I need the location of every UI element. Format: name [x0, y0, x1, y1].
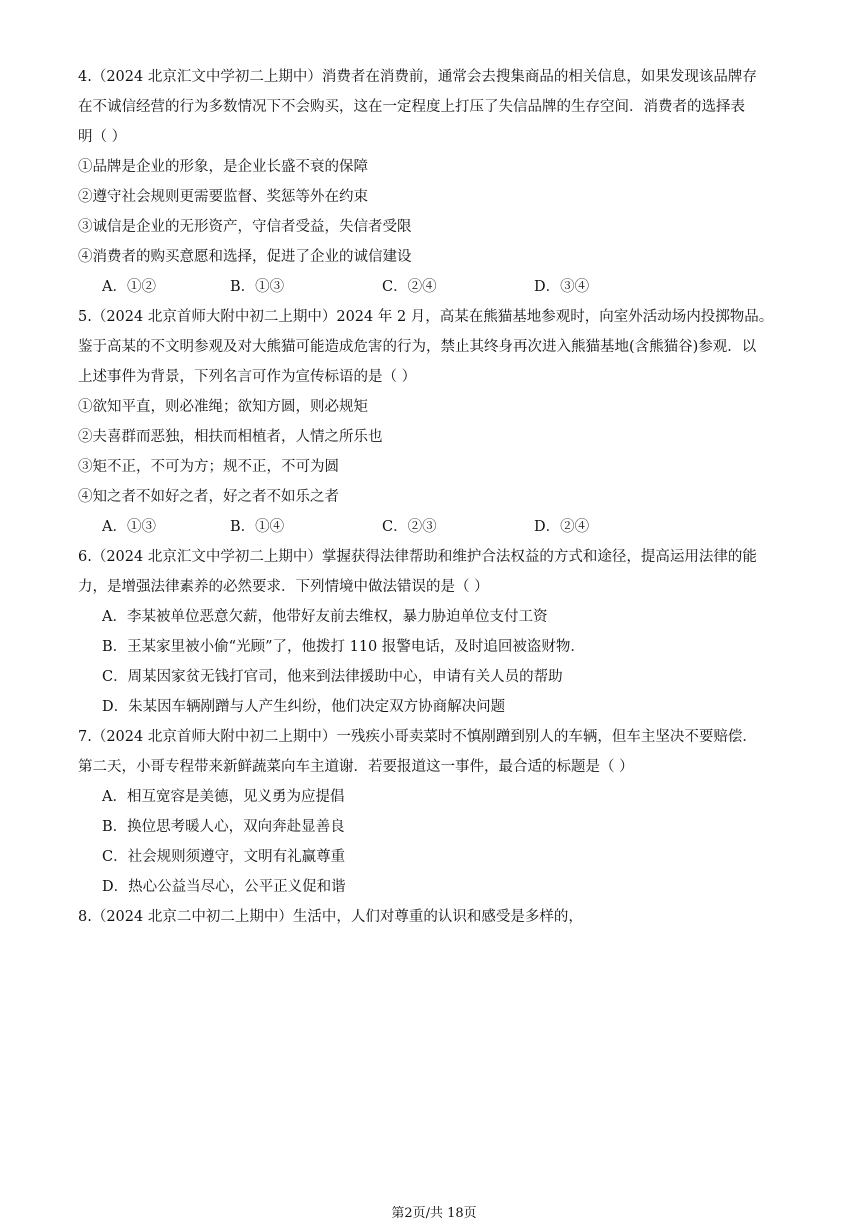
q7-choice-b[interactable]: B．换位思考暖人心，双向奔赴显善良 [102, 819, 345, 835]
q5-statement-4: ④知之者不如好之者，好之者不如乐之者 [78, 489, 339, 505]
q5-option-b[interactable]: B．①④ [230, 519, 285, 535]
q4-statement-1: ①品牌是企业的形象，是企业长盛不衰的保障 [78, 159, 368, 175]
q5-stem-line-1: 5.（2024 北京首师大附中初二上期中）2024 年 2 月，高某在熊猫基地参观时，向室外活动场内投掷物品。 [78, 309, 774, 325]
q5-option-d[interactable]: D．②④ [534, 519, 590, 535]
q6-choice-d[interactable]: D．朱某因车辆剐蹭与人产生纠纷，他们决定双方协商解决问题 [102, 699, 506, 715]
q8-stem-line-1: 8.（2024 北京二中初二上期中）生活中，人们对尊重的认识和感受是多样的， [78, 909, 583, 925]
q6-stem-line-2: 力，是增强法律素养的必然要求．下列情境中做法错误的是（ ） [78, 579, 489, 595]
q5-stem-line-2: 鉴于高某的不文明参观及对大熊猫可能造成危害的行为，禁止其终身再次进入熊猫基地(含熊猫谷)参观．以 [78, 339, 757, 355]
q4-stem-line-3: 明（ ） [78, 129, 127, 145]
q4-statement-2: ②遵守社会规则更需要监督、奖惩等外在约束 [78, 189, 368, 205]
q4-option-c[interactable]: C．②④ [382, 279, 437, 295]
q6-choice-c[interactable]: C．周某因家贫无钱打官司，他来到法律援助中心，申请有关人员的帮助 [102, 669, 563, 685]
q5-statement-1: ①欲知平直，则必准绳；欲知方圆，则必规矩 [78, 399, 368, 415]
q4-option-b[interactable]: B．①③ [230, 279, 285, 295]
q6-choice-a[interactable]: A．李某被单位恶意欠薪，他带好友前去维权，暴力胁迫单位支付工资 [102, 609, 548, 625]
q4-statement-3: ③诚信是企业的无形资产，守信者受益，失信者受限 [78, 219, 412, 235]
q4-stem-line-2: 在不诚信经营的行为多数情况下不会购买，这在一定程度上打压了失信品牌的生存空间．消费者的选择表 [78, 99, 745, 115]
q7-stem-line-1: 7.（2024 北京首师大附中初二上期中）一残疾小哥卖菜时不慎剐蹭到别人的车辆，但车主坚决不要赔偿． [78, 729, 757, 745]
q5-statement-2: ②夫喜群而恶独，相扶而相植者，人情之所乐也 [78, 429, 383, 445]
q5-statement-3: ③矩不正，不可为方；规不正，不可为圆 [78, 459, 339, 475]
q7-choice-d[interactable]: D．热心公益当尽心，公平正义促和谐 [102, 879, 346, 895]
q4-option-a[interactable]: A．①② [102, 279, 156, 295]
q6-choice-b[interactable]: B．王某家里被小偷“光顾”了，他拨打 110 报警电话，及时追回被盗财物． [102, 639, 585, 655]
q5-option-a[interactable]: A．①③ [102, 519, 156, 535]
q4-stem-line-1: 4.（2024 北京汇文中学初二上期中）消费者在消费前，通常会去搜集商品的相关信息，如果发现该品牌存 [78, 69, 757, 85]
q6-stem-line-1: 6.（2024 北京汇文中学初二上期中）掌握获得法律帮助和维护合法权益的方式和途径，提高运用法律的能 [78, 549, 757, 565]
q5-stem-line-3: 上述事件为背景，下列名言可作为宣传标语的是（ ） [78, 369, 417, 385]
q7-choice-c[interactable]: C．社会规则须遵守，文明有礼赢尊重 [102, 849, 346, 865]
q7-stem-line-2: 第二天，小哥专程带来新鲜蔬菜向车主道谢．若要报道这一事件，最合适的标题是（ ） [78, 759, 634, 775]
q4-option-d[interactable]: D．③④ [534, 279, 590, 295]
q5-option-c[interactable]: C．②③ [382, 519, 437, 535]
q4-statement-4: ④消费者的购买意愿和选择，促进了企业的诚信建设 [78, 249, 412, 265]
page-number-footer: 第2页/共 18页 [391, 1206, 477, 1221]
q7-choice-a[interactable]: A．相互宽容是美德，见义勇为应提倡 [102, 789, 345, 805]
